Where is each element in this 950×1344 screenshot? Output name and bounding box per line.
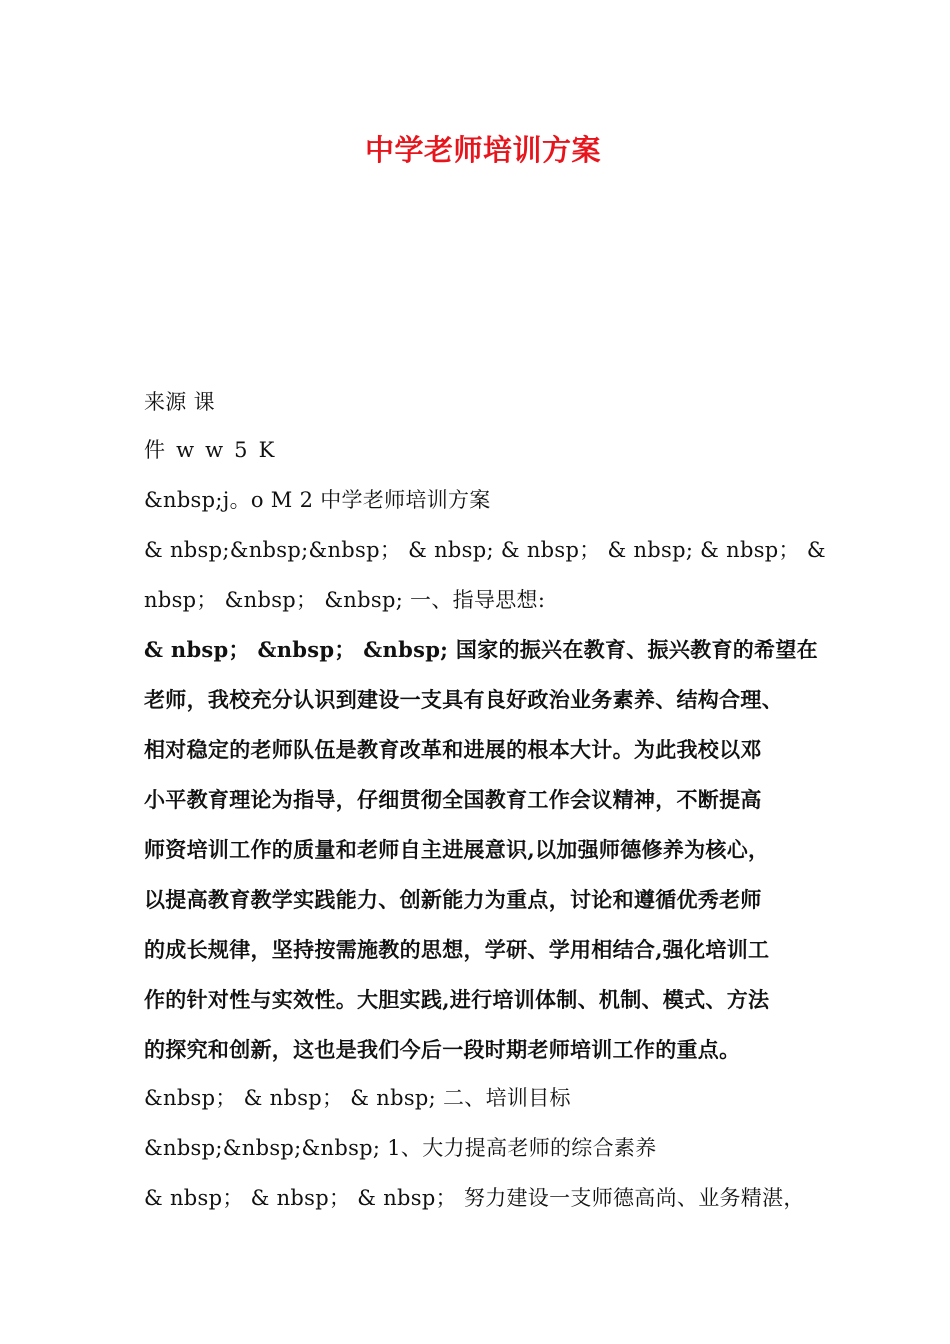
paragraph-line: 小平教育理论为指导，仔细贯彻全国教育工作会议精神，不断提高 — [144, 787, 762, 812]
section-heading-training-goals: &nbsp； & nbsp； & nbsp; 二、培训目标 — [144, 1086, 571, 1110]
paragraph-line: 的探究和创新，这也是我们今后一段时期老师培训工作的重点。 — [144, 1037, 741, 1062]
paragraph-line: 的成长规律，坚持按需施教的思想，学研、学用相结合,强化培训工 — [144, 937, 770, 962]
paragraph-line: 作的针对性与实效性。大胆实践,进行培训体制、机制、模式、方法 — [144, 987, 770, 1012]
section-heading-guiding-thought: nbsp； &nbsp； &nbsp; 一、指导思想: — [144, 588, 546, 612]
paragraph-line: 师资培训工作的质量和老师自主进展意识,以加强师德修养为核心， — [144, 837, 770, 862]
spacing-entity-line: & nbsp;&nbsp;&nbsp； & nbsp; & nbsp； & nbsp; & nbsp； & — [144, 538, 826, 562]
paragraph-line: & nbsp； & nbsp； & nbsp； 努力建设一支师德高尚、业务精湛， — [144, 1186, 805, 1210]
courseware-line: 件 w w 5 K — [144, 438, 277, 462]
document-subtitle-line: &nbsp;j。o M 2 中学老师培训方案 — [144, 488, 491, 512]
paragraph-line: 相对稳定的老师队伍是教育改革和进展的根本大计。为此我校以邓 — [144, 737, 762, 762]
paragraph-line: & nbsp； &nbsp； &nbsp; 国家的振兴在教育、振兴教育的希望在 — [144, 637, 818, 662]
source-line: 来源 课 — [144, 390, 215, 414]
paragraph-line: 老师，我校充分认识到建设一支具有良好政治业务素养、结构合理、 — [144, 687, 783, 712]
document-title: 中学老师培训方案 — [364, 133, 601, 167]
paragraph-line: 以提高教育教学实践能力、创新能力为重点，讨论和遵循优秀老师 — [144, 887, 762, 912]
subsection-heading-quality: &nbsp;&nbsp;&nbsp; 1、大力提高老师的综合素养 — [144, 1136, 657, 1160]
